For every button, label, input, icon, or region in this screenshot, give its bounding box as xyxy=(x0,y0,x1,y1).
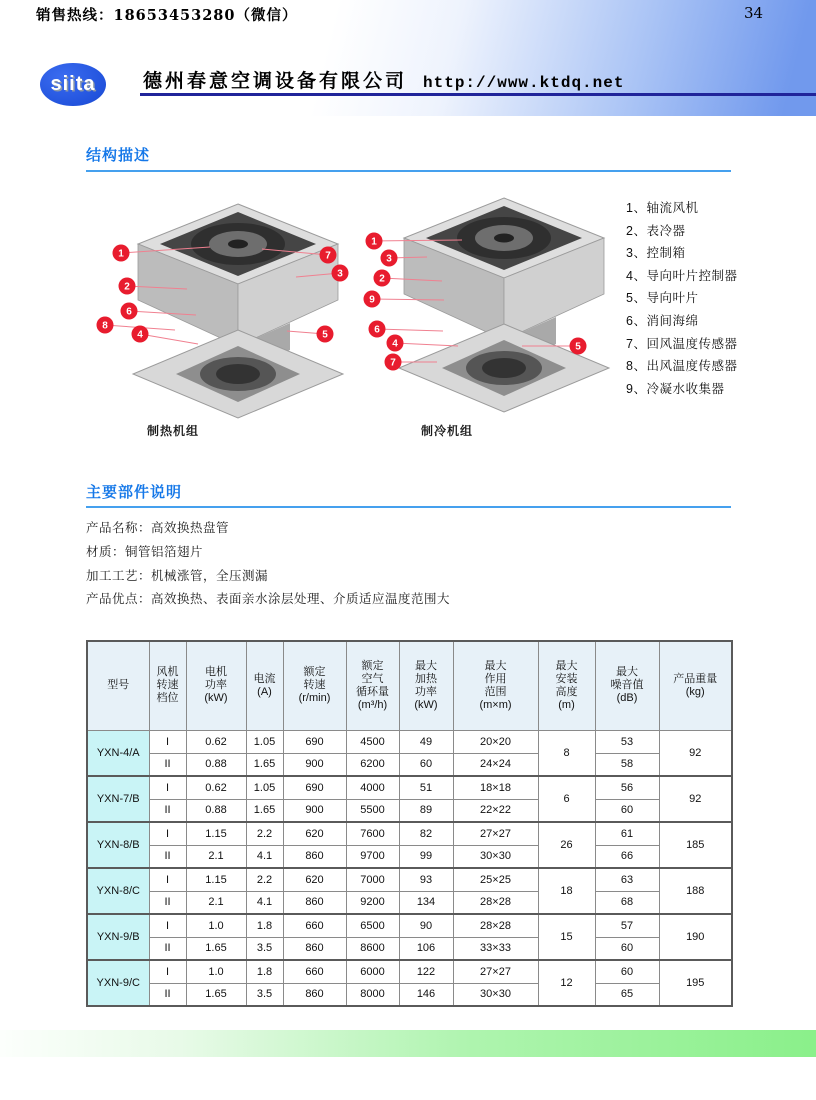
table-cell: 1.05 xyxy=(246,776,283,799)
table-cell: I xyxy=(149,960,186,983)
table-cell: 660 xyxy=(283,960,346,983)
table-cell: 620 xyxy=(283,822,346,845)
table-header-cell: 电流 (A) xyxy=(246,641,283,730)
product-info-line: 加工工艺：机械涨管，全压测漏 xyxy=(86,568,269,583)
heating-unit-illustration xyxy=(133,204,343,418)
table-cell: 99 xyxy=(399,845,453,868)
callout-badge-number: 7 xyxy=(390,357,396,369)
table-cell: 0.62 xyxy=(186,730,246,753)
callout-badge-number: 6 xyxy=(126,306,132,318)
table-header-row xyxy=(87,641,732,730)
company-logo xyxy=(40,63,106,106)
table-cell: 900 xyxy=(283,753,346,776)
header-title-line xyxy=(143,66,624,93)
table-cell: 25×25 xyxy=(453,868,538,891)
table-cell: 7600 xyxy=(346,822,399,845)
table-cell: 68 xyxy=(595,891,659,914)
callout-badge-number: 5 xyxy=(322,329,328,341)
table-row xyxy=(87,776,732,799)
table-cell: 185 xyxy=(659,822,732,868)
table-cell: 134 xyxy=(399,891,453,914)
table-cell: 620 xyxy=(283,868,346,891)
parts-legend xyxy=(626,197,737,400)
table-cell: 1.8 xyxy=(246,914,283,937)
callout-badge-number: 4 xyxy=(392,338,398,350)
table-cell: 18 xyxy=(538,868,595,914)
table-cell: 27×27 xyxy=(453,822,538,845)
table-cell: 860 xyxy=(283,937,346,960)
table-cell: 82 xyxy=(399,822,453,845)
table-cell: 8600 xyxy=(346,937,399,960)
table-cell: 20×20 xyxy=(453,730,538,753)
sales-hotline: 销售热线：18653453280（微信） xyxy=(36,7,298,24)
table-cell: 92 xyxy=(659,730,732,776)
table-header-cell: 产品重量 (kg) xyxy=(659,641,732,730)
table-cell: 1.15 xyxy=(186,868,246,891)
table-cell: 90 xyxy=(399,914,453,937)
table-header-cell: 额定 空气 循环量 (m³/h) xyxy=(346,641,399,730)
callout-badge-number: 1 xyxy=(118,248,124,260)
callout-badge-number: 8 xyxy=(102,320,108,332)
section-divider xyxy=(86,170,731,172)
table-cell: 195 xyxy=(659,960,732,1006)
table-cell: 93 xyxy=(399,868,453,891)
table-cell: 4.1 xyxy=(246,845,283,868)
table-header-cell: 最大 噪音值 (dB) xyxy=(595,641,659,730)
table-cell: 2.2 xyxy=(246,868,283,891)
table-header-cell: 电机 功率 (kW) xyxy=(186,641,246,730)
table-row xyxy=(87,914,732,937)
section-divider xyxy=(86,506,731,508)
table-row xyxy=(87,730,732,753)
table-header-cell: 最大 安装 高度 (m) xyxy=(538,641,595,730)
table-header-cell: 最大 作用 范围 (m×m) xyxy=(453,641,538,730)
table-row xyxy=(87,799,732,822)
table-row xyxy=(87,753,732,776)
table-cell: YXN-7/B xyxy=(87,776,149,822)
section-title-structure: 结构描述 xyxy=(86,147,151,164)
table-cell: 89 xyxy=(399,799,453,822)
table-cell: 12 xyxy=(538,960,595,1006)
table-cell: 860 xyxy=(283,983,346,1006)
product-info-line: 产品名称：高效换热盘管 xyxy=(86,521,230,535)
table-header-cell: 最大 加热 功率 (kW) xyxy=(399,641,453,730)
callout-badge-number: 5 xyxy=(575,341,581,353)
table-cell: 24×24 xyxy=(453,753,538,776)
table-cell: 860 xyxy=(283,891,346,914)
callout-badge-number: 9 xyxy=(369,294,375,306)
table-cell: 65 xyxy=(595,983,659,1006)
header-divider xyxy=(140,93,816,96)
table-row xyxy=(87,822,732,845)
table-cell: 6500 xyxy=(346,914,399,937)
table-cell: 60 xyxy=(399,753,453,776)
legend-item: 4、导向叶片控制器 xyxy=(626,268,738,283)
section-title-parts: 主要部件说明 xyxy=(86,484,183,501)
callout-badge-number: 3 xyxy=(386,253,392,265)
table-cell: 1.65 xyxy=(186,937,246,960)
table-cell: 0.88 xyxy=(186,753,246,776)
caption-cooling-unit: 制冷机组 xyxy=(421,424,474,438)
table-cell: 1.65 xyxy=(186,983,246,1006)
company-name: 德州春意空调设备有限公司 xyxy=(143,70,408,92)
legend-item: 9、冷凝水收集器 xyxy=(626,381,725,396)
cooling-unit-illustration xyxy=(399,198,609,412)
table-cell: 63 xyxy=(595,868,659,891)
table-cell: 190 xyxy=(659,914,732,960)
table-cell: 3.5 xyxy=(246,983,283,1006)
legend-item: 2、表冷器 xyxy=(626,223,686,238)
table-row xyxy=(87,891,732,914)
table-cell: 900 xyxy=(283,799,346,822)
table-row xyxy=(87,983,732,1006)
table-cell: 66 xyxy=(595,845,659,868)
table-cell: 1.05 xyxy=(246,730,283,753)
table-cell: 8 xyxy=(538,730,595,776)
table-cell: YXN-8/C xyxy=(87,868,149,914)
table-cell: 60 xyxy=(595,937,659,960)
table-cell: 3.5 xyxy=(246,937,283,960)
callout-badge-number: 4 xyxy=(137,329,143,341)
table-cell: 58 xyxy=(595,753,659,776)
table-cell: 53 xyxy=(595,730,659,753)
table-cell: 4.1 xyxy=(246,891,283,914)
table-cell: 30×30 xyxy=(453,845,538,868)
table-cell: 9700 xyxy=(346,845,399,868)
table-cell: 27×27 xyxy=(453,960,538,983)
table-cell: 6000 xyxy=(346,960,399,983)
table-cell: II xyxy=(149,983,186,1006)
callout-badge-number: 1 xyxy=(371,236,377,248)
table-cell: 57 xyxy=(595,914,659,937)
table-cell: II xyxy=(149,891,186,914)
table-cell: 18×18 xyxy=(453,776,538,799)
table-cell: 4000 xyxy=(346,776,399,799)
table-cell: 106 xyxy=(399,937,453,960)
page-number: 34 xyxy=(744,4,764,22)
product-info-line: 材质：铜管铝箔翅片 xyxy=(86,544,204,559)
table-cell: I xyxy=(149,730,186,753)
table-cell: 1.0 xyxy=(186,914,246,937)
legend-item: 1、轴流风机 xyxy=(626,201,699,215)
table-cell: 26 xyxy=(538,822,595,868)
table-cell: I xyxy=(149,776,186,799)
table-cell: 30×30 xyxy=(453,983,538,1006)
callout-badge-number: 6 xyxy=(374,324,380,336)
table-cell: 2.2 xyxy=(246,822,283,845)
table-cell: 690 xyxy=(283,776,346,799)
table-cell: 0.88 xyxy=(186,799,246,822)
table-cell: 49 xyxy=(399,730,453,753)
table-cell: 8000 xyxy=(346,983,399,1006)
table-cell: 51 xyxy=(399,776,453,799)
table-cell: 56 xyxy=(595,776,659,799)
table-cell: YXN-9/B xyxy=(87,914,149,960)
callout-badge-number: 2 xyxy=(124,281,130,293)
table-cell: II xyxy=(149,937,186,960)
table-cell: 7000 xyxy=(346,868,399,891)
table-cell: 1.65 xyxy=(246,799,283,822)
table-row xyxy=(87,845,732,868)
table-cell: II xyxy=(149,845,186,868)
company-url-link[interactable]: http://www.ktdq.net xyxy=(423,74,625,92)
table-cell: 92 xyxy=(659,776,732,822)
table-cell: 1.65 xyxy=(246,753,283,776)
table-cell: I xyxy=(149,868,186,891)
callout-badge-number: 2 xyxy=(379,273,385,285)
table-cell: 4500 xyxy=(346,730,399,753)
table-cell: 1.0 xyxy=(186,960,246,983)
table-cell: 6 xyxy=(538,776,595,822)
legend-item: 3、控制箱 xyxy=(626,246,686,261)
table-cell: 28×28 xyxy=(453,891,538,914)
callout-leader-line xyxy=(395,343,458,346)
product-info xyxy=(86,517,450,612)
table-row xyxy=(87,937,732,960)
table-header-cell: 额定 转速 (r/min) xyxy=(283,641,346,730)
legend-item: 8、出风温度传感器 xyxy=(626,359,738,374)
table-cell: I xyxy=(149,822,186,845)
table-cell: 2.1 xyxy=(186,891,246,914)
table-cell: 60 xyxy=(595,799,659,822)
table-cell: 660 xyxy=(283,914,346,937)
callout-badge-number: 7 xyxy=(325,250,331,262)
callout-leader-line xyxy=(377,329,443,331)
table-row xyxy=(87,868,732,891)
legend-item: 5、导向叶片 xyxy=(626,291,699,306)
table-cell: 188 xyxy=(659,868,732,914)
footer-band xyxy=(0,1030,816,1057)
table-cell: 1.15 xyxy=(186,822,246,845)
spec-table xyxy=(86,640,733,1007)
table-cell: 9200 xyxy=(346,891,399,914)
table-cell: 2.1 xyxy=(186,845,246,868)
legend-item: 6、消间海绵 xyxy=(626,313,699,328)
table-row xyxy=(87,960,732,983)
table-cell: 860 xyxy=(283,845,346,868)
table-cell: 0.62 xyxy=(186,776,246,799)
caption-heating-unit: 制热机组 xyxy=(147,424,200,438)
table-cell: 28×28 xyxy=(453,914,538,937)
table-cell: 6200 xyxy=(346,753,399,776)
table-cell: 33×33 xyxy=(453,937,538,960)
table-cell: 690 xyxy=(283,730,346,753)
table-cell: 60 xyxy=(595,960,659,983)
table-cell: 22×22 xyxy=(453,799,538,822)
table-cell: YXN-9/C xyxy=(87,960,149,1006)
table-cell: II xyxy=(149,799,186,822)
table-cell: YXN-4/A xyxy=(87,730,149,776)
table-cell: 5500 xyxy=(346,799,399,822)
table-cell: 146 xyxy=(399,983,453,1006)
table-cell: I xyxy=(149,914,186,937)
logo-text: siita xyxy=(50,73,96,95)
table-cell: II xyxy=(149,753,186,776)
table-cell: YXN-8/B xyxy=(87,822,149,868)
callout-badge-number: 3 xyxy=(337,268,343,280)
table-cell: 1.8 xyxy=(246,960,283,983)
table-cell: 61 xyxy=(595,822,659,845)
callout-leader-line xyxy=(140,334,198,344)
legend-item: 7、回风温度传感器 xyxy=(626,336,738,351)
table-header-cell: 风机 转速 档位 xyxy=(149,641,186,730)
table-cell: 122 xyxy=(399,960,453,983)
table-header-cell: 型号 xyxy=(87,641,149,730)
product-info-line: 产品优点：高效换热、表面亲水涂层处理、介质适应温度范围大 xyxy=(86,592,451,607)
table-cell: 15 xyxy=(538,914,595,960)
